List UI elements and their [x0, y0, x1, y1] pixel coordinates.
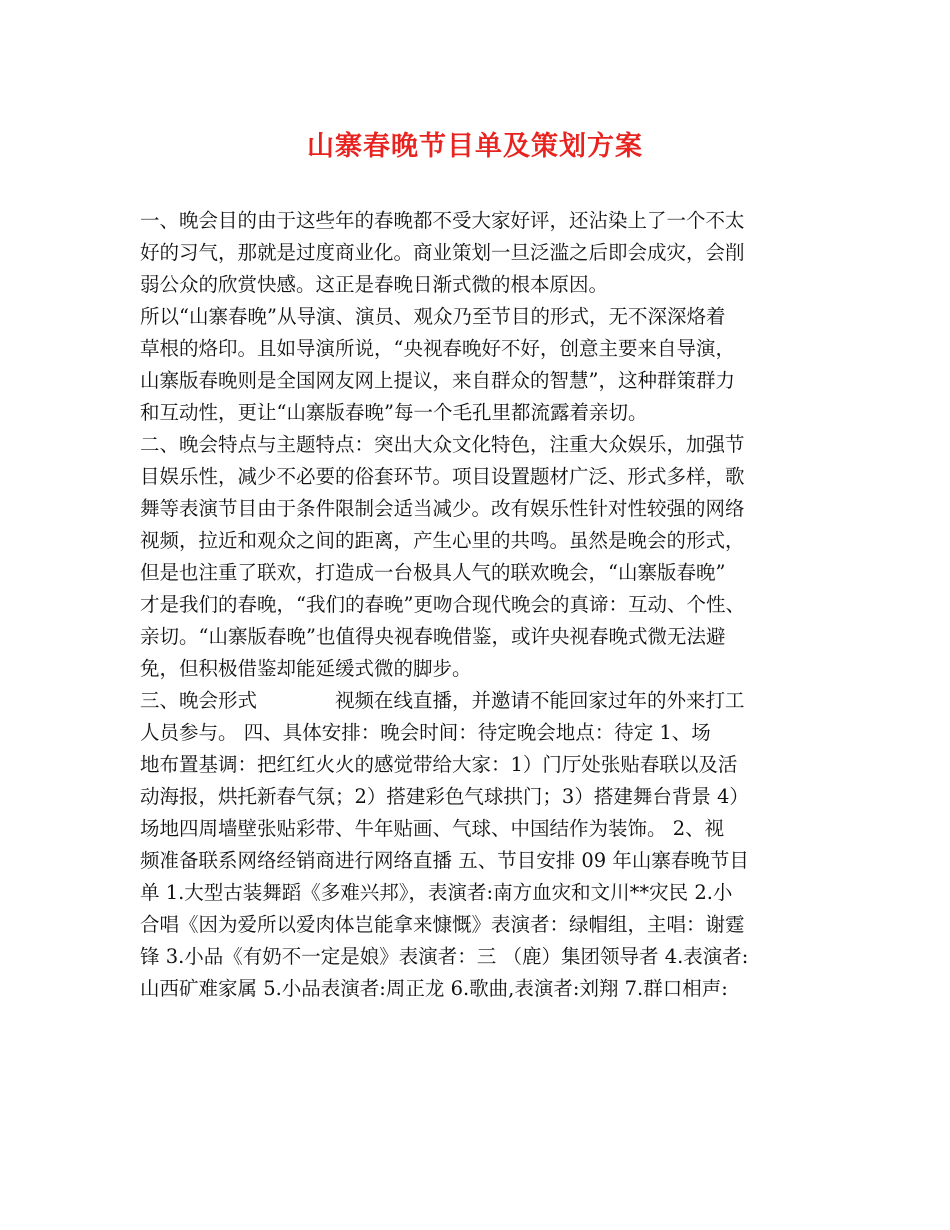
paragraph-line: 草根的烙印。且如导演所说，“央视春晚好不好，创意主要来自导演，: [140, 337, 735, 360]
paragraph-line: 动海报，烘托新春气氛；2）搭建彩色气球拱门；3）搭建舞台背景 4）: [140, 785, 749, 808]
paragraph-line: 好的习气，那就是过度商业化。商业策划一旦泛滥之后即会成灾，会削: [140, 241, 745, 264]
paragraph-line: 免，但积极借鉴却能延缓式微的脚步。: [140, 657, 472, 680]
paragraph-line: 山西矿难家属 5.小品表演者:周正龙 6.歌曲,表演者:刘翔 7.群口相声:: [140, 977, 728, 1000]
paragraph-line: 场地四周墙壁张贴彩带、牛年贴画、气球、中国结作为装饰。 2、视: [140, 817, 725, 840]
paragraph-line: 单 1.大型古装舞蹈《多难兴邦》，表演者:南方血灾和文川**灾民 2.小: [140, 881, 733, 904]
paragraph-line-section-three: [140, 685, 830, 717]
paragraph-line: 合唱《因为爱所以爱肉体岂能拿来慷慨》表演者：绿帽组，主唱：谢霆: [140, 913, 745, 936]
paragraph-line: 锋 3.小品《有奶不一定是娘》表演者：三 （鹿）集团领导者 4.表演者:: [140, 945, 749, 968]
section-heading: 三、晚会形式: [140, 689, 258, 712]
document-title: 山寨春晚节目单及策划方案: [307, 131, 643, 162]
paragraph-line: 舞等表演节目由于条件限制会适当减少。改有娱乐性针对性较强的网络: [140, 497, 745, 520]
paragraph-line: 二、晚会特点与主题特点：突出大众文化特色，注重大众娱乐，加强节: [140, 433, 745, 456]
paragraph-line: 山寨版春晚则是全国网友网上提议，来自群众的智慧”，这种群策群力: [140, 369, 735, 392]
paragraph-line: 但是也注重了联欢，打造成一台极具人气的联欢晚会，“山寨版春晚”: [140, 561, 726, 584]
paragraph-line: 视频，拉近和观众之间的距离，产生心里的共鸣。虽然是晚会的形式，: [140, 529, 745, 552]
paragraph-line: 频准备联系网络经销商进行网络直播 五、节目安排 09 年山寨春晚节目: [140, 849, 749, 872]
paragraph-line: 人员参与。 四、具体安排：晚会时间：待定晚会地点：待定 1、场: [140, 721, 711, 744]
paragraph-line: 目娱乐性，减少不必要的俗套环节。项目设置题材广泛、形式多样，歌: [140, 465, 745, 488]
paragraph-line: 和互动性，更让“山寨版春晚”每一个毛孔里都流露着亲切。: [140, 401, 648, 424]
paragraph-line: 弱公众的欣赏快感。这正是春晚日渐式微的根本原因。: [140, 273, 609, 296]
paragraph-line: 一、晚会目的由于这些年的春晚都不受大家好评，还沾染上了一个不太: [140, 209, 745, 232]
section-text: 视频在线直播，并邀请不能回家过年的外来打工: [335, 689, 745, 712]
paragraph-line: 地布置基调：把红红火火的感觉带给大家：1）门厅处张贴春联以及活: [140, 753, 738, 776]
document-body: [140, 205, 830, 1005]
paragraph-line: 所以“山寨春晚”从导演、演员、观众乃至节目的形式，无不深深烙着: [140, 305, 726, 328]
paragraph-line: 亲切。“山寨版春晚”也值得央视春晚借鉴，或许央视春晚式微无法避: [140, 625, 726, 648]
paragraph-line: 才是我们的春晚，“我们的春晚”更吻合现代晚会的真谛：互动、个性、: [140, 593, 745, 616]
